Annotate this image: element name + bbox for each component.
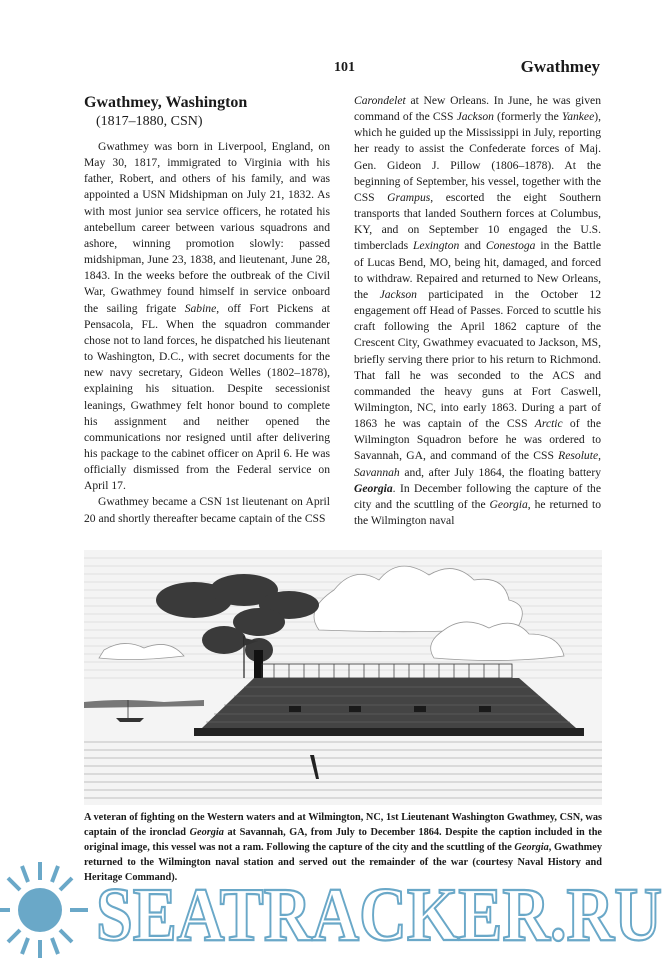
ironclad-georgia-engraving: [84, 550, 602, 805]
right-column: [354, 93, 601, 529]
paragraph-1: Gwathmey was born in Liverpool, England, on May 30, 1817, immigrated to Virginia with his father, Robert, and others of his family, and was appointed a USN Midshipman on July 21, 1832. As with most junior sea service officers, he rotated his antebellum career between various squadrons and ashore, winning promotion slowly: passed midshipman, June 23, 1838, and lieutenant, June 28, 1843. In the weeks before the outbreak of the Civil War, Gwathmey found himself in service onboard the sailing frigate Sabine, off Fort Pickens at Pensacola, FL. When the squadron commander chose not to land forces, he dispatched his lieutenant to Washington, D.C., with secret documents for the new navy secretary, Gideon Welles (1802–1878), explaining his situation. Despite secessionist leanings, Gwathmey felt honor bound to complete his assignment and neither opened the communications nor resigned until after delivering his package to the cabinet officer on April 6. He was officially dismissed from the Federal service on April 17.: [84, 140, 331, 493]
entry-title: Gwathmey, Washington: [84, 94, 248, 111]
left-column: [84, 93, 330, 527]
paragraph-2-continued: Carondelet at New Orleans. In June, he was given command of the CSS Jackson (formerly the Yankee), which he guided up the Mississippi in July, reporting her ready to assist the Confederate forces of Maj. Gen. Gideon J. Pillow (1806–1878). At the beginning of September, his vessel, together with the CSS Grampus, escorted the eight Southern transports that landed Southern forces at Columbus, KY, and on September 10 engaged the U.S. timberclads Lexington and Conestoga in the Battle of Lucas Bend, MO, being hit, damaged, and forced to withdraw. Repaired and returned to New Orleans, the Jackson participated in the October 12 engagement off Head of Passes. Forced to scuttle his craft following the April 1862 capture of the Crescent City, Gwathmey evacuated to Jackson, MS, briefly serving there prior to his return to Richmond. That fall he was seconded to the ACS and commanded the heavy guns at Fort Caswell, Wilmington, NC, into early 1863. During a part of 1863 he was captain of the CSS Arctic of the Wilmington Squadron before he was ordered to Savannah, GA, and command of the CSS Resolute, Savannah and, after July 1864, the floating battery Georgia. In December following the capture of the city and the scuttling of the Georgia, he returned to the Wilmington naval: [354, 94, 602, 528]
sun-logo-icon: [0, 862, 88, 958]
watermark: [0, 858, 672, 960]
figure-caption: A veteran of fighting on the Western waters and at Wilmington, NC, 1st Lieutenant Washington Gwathmey, CSN, was captain of the ironclad Georgia at Savannah, GA, from July to December 1864. Despite the caption included in the original image, this vessel was not a ram. Following the capture of the city and the scuttling of the Georgia, Gwathmey returned to the Wilmington naval station and served out the remainder of the war (courtesy Naval History and Heritage Command).: [84, 812, 602, 883]
running-head: Gwathmey: [520, 57, 600, 76]
watermark-text: SEATRACKER.RU: [96, 873, 662, 957]
entry-dates: (1817–1880, CSN): [96, 114, 203, 129]
page-number: 101: [334, 60, 355, 75]
paragraph-2-start: Gwathmey became a CSN 1st lieutenant on April 20 and shortly thereafter became captain of the CSS: [84, 495, 330, 525]
